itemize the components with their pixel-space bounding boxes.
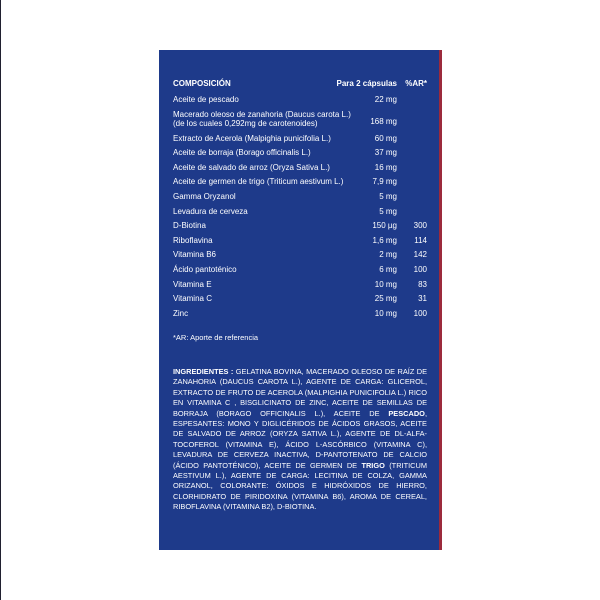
row-amount: 5 mg <box>379 206 397 216</box>
ingredients-part2: , ESPESANTES: MONO Y DIGLICÉRIDOS DE ÁCIDOS GRASOS, ACEITE DE SALVADO DE ARROZ (ORYZA SATIVA L.), AGENTE DE DL-ALFA-TOCOFEROL (VITAMINA E), ÁCIDO L-ASCÓRBICO (VITAMINA C), LEVADURA DE CERVEZA INACTIVA, D-PANTOTENATO DE CALCIO (ÁCIDO PANTOTÉNICO), ACEITE DE GERMEN DE <box>173 408 427 470</box>
ingredients-bold-fish: PESCADO <box>388 408 425 418</box>
reference-note: *AR: Aporte de referencia <box>173 333 259 342</box>
row-amount: 16 mg <box>374 162 397 172</box>
row-name <box>173 110 351 129</box>
row-name: Gamma Oryzanol <box>173 191 236 201</box>
row-ar: 300 <box>413 221 427 231</box>
composition-row <box>173 146 431 161</box>
row-ar: 83 <box>418 279 427 289</box>
row-amount: 150 µg <box>372 221 397 231</box>
row-name: D-Biotina <box>173 221 206 231</box>
row-name: Vitamina B6 <box>173 250 216 260</box>
composition-row <box>173 108 431 132</box>
row-name: Riboflavina <box>173 235 213 245</box>
row-amount: 22 mg <box>374 95 397 104</box>
composition-row <box>173 161 431 176</box>
row-ar: 100 <box>413 264 427 274</box>
row-amount: 37 mg <box>374 148 397 158</box>
row-ar: 142 <box>413 250 427 260</box>
row-ar: 100 <box>413 308 427 318</box>
composition-row <box>173 190 431 205</box>
row-amount: 10 mg <box>374 308 397 318</box>
row-ar: 31 <box>418 294 427 304</box>
row-amount: 10 mg <box>374 279 397 289</box>
composition-row <box>173 248 431 263</box>
left-border-line <box>0 0 1 600</box>
row-name: Ácido pantoténico <box>173 264 237 274</box>
row-name: Extracto de Acerola (Malpighia punicifolia L.) <box>173 133 331 143</box>
composition-row <box>173 219 431 234</box>
composition-row <box>173 292 431 307</box>
row-name: Aceite de borraja (Borago officinalis L.) <box>173 148 311 158</box>
composition-header-row <box>173 75 431 93</box>
row-name: Aceite de pescado <box>173 95 239 104</box>
ingredients-bold-wheat: TRIGO <box>361 460 385 470</box>
composition-row <box>173 278 431 293</box>
row-name: Aceite de germen de trigo (Triticum aestivum L.) <box>173 177 344 187</box>
row-amount: 6 mg <box>379 264 397 274</box>
row-amount: 5 mg <box>379 191 397 201</box>
composition-row <box>173 263 431 278</box>
row-amount: 7,9 mg <box>372 177 397 187</box>
header-amount: Para 2 cápsulas <box>336 79 397 88</box>
header-ar: %AR* <box>405 79 427 88</box>
ingredients-part1: GELATINA BOVINA, MACERADO OLEOSO DE RAÍZ DE ZANAHORIA (DAUCUS CAROTA L.), AGENTE DE CARGA: GLICEROL, EXTRACTO DE FRUTO DE ACEROLA (MALPIGHIA PUNICIFOLIA L.) RICO EN VITAMINA C , BISGLICINATO DE ZINC, ACEITE DE SEMILLAS DE BORRAJA (BORAGO OFFICINALIS L.), ACEITE DE <box>173 367 427 418</box>
header-composition: COMPOSICIÓN <box>173 79 231 88</box>
row-name: Aceite de salvado de arroz (Oryza Sativa L.) <box>173 162 330 172</box>
composition-row <box>173 93 431 108</box>
composition-row <box>173 205 431 220</box>
row-amount: 1,6 mg <box>372 235 397 245</box>
row-name: Vitamina C <box>173 294 212 304</box>
composition-row <box>173 307 431 322</box>
row-amount: 168 mg <box>370 116 397 126</box>
composition-row <box>173 175 431 190</box>
row-name: Vitamina E <box>173 279 212 289</box>
row-name-line1: Macerado oleoso de zanahoria (Daucus carota L.) <box>173 109 351 119</box>
composition-row <box>173 234 431 249</box>
composition-table <box>173 75 431 321</box>
ingredients-label: INGREDIENTES : <box>173 367 234 376</box>
row-ar: 114 <box>414 235 427 245</box>
row-amount: 25 mg <box>374 294 397 304</box>
row-name: Zinc <box>173 308 189 318</box>
panel-edge-accent <box>439 50 442 550</box>
row-amount: 60 mg <box>374 133 397 143</box>
ingredients-text <box>173 367 427 513</box>
row-name-line2: (de los cuales 0,292mg de carotenoides) <box>173 119 318 129</box>
row-name: Levadura de cerveza <box>173 206 248 216</box>
composition-row <box>173 132 431 147</box>
ingredients-part3: (TRITICUM AESTIVUM L.), AGENTE DE CARGA: LECITINA DE COLZA, GAMMA ORIZANOL, COLORANTE: ÓXIDOS E HIDRÓXIDOS DE HIERRO, CLORHIDRATO DE PIRIDOXINA (VITAMINA B6), AROMA DE CEREAL, RIBOFLAVINA (VITAMINA B2), D-BIOTINA. <box>173 460 427 512</box>
label-panel <box>159 50 439 550</box>
row-amount: 2 mg <box>379 250 397 260</box>
